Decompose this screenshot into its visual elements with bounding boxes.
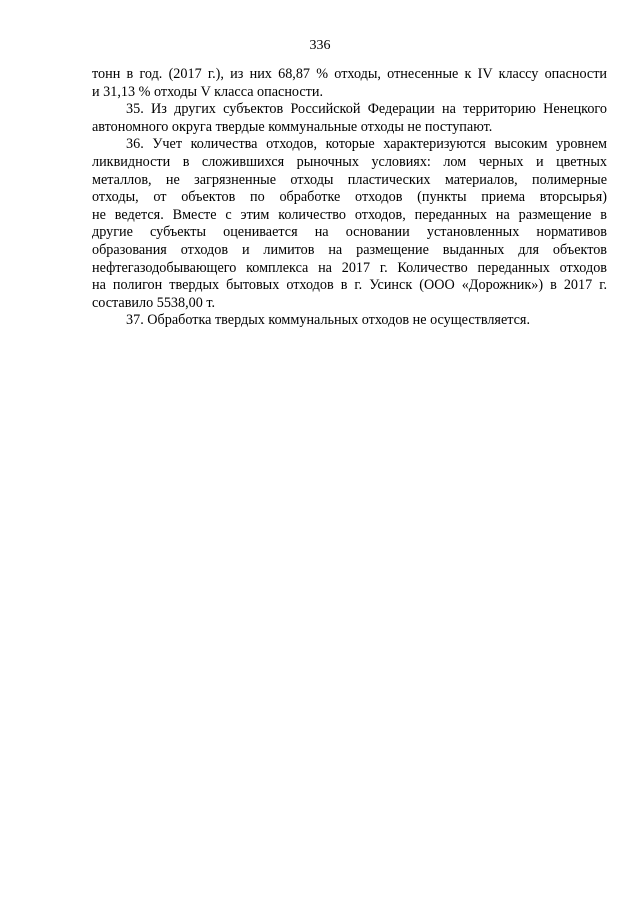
text-line: металлов, не загрязненные отходы пластических материалов, полимерные (92, 171, 607, 188)
text-line: 37. Обработка твердых коммунальных отходов не осуществляется. (126, 312, 530, 329)
text-line: и 31,13 % отходы V класса опасности. (92, 83, 323, 100)
text-line: не ведется. Вместе с этим количество отходов, переданных на размещение в (92, 206, 607, 223)
text-line: 36. Учет количества отходов, которые характеризуются высоким уровнем (126, 136, 607, 153)
text-line: тонн в год. (2017 г.), из них 68,87 % отходы, отнесенные к IV классу опасности (92, 66, 607, 82)
text-line: нефтегазодобывающего комплекса на 2017 г. Количество переданных отходов (92, 259, 607, 276)
text-line: отходы, от объектов по обработке отходов (пункты приема вторсырья) (92, 189, 607, 206)
body-text (92, 66, 607, 330)
text-line: ликвидности в сложившихся рыночных условиях: лом черных и цветных (92, 153, 607, 170)
text-line: составило 5538,00 т. (92, 294, 216, 311)
text-line: 35. Из других субъектов Российской Федерации на территорию Ненецкого (126, 101, 607, 118)
page-number: 336 (309, 38, 331, 53)
text-line: автономного округа твердые коммунальные отходы не поступают. (92, 118, 493, 135)
text-line: образования отходов и лимитов на размещение выданных для объектов (92, 241, 607, 258)
text-line: на полигон твердых бытовых отходов в г. Усинск (ООО «Дорожник») в 2017 г. (92, 277, 607, 294)
text-line: другие субъекты оценивается на основании установленных нормативов (92, 224, 607, 241)
